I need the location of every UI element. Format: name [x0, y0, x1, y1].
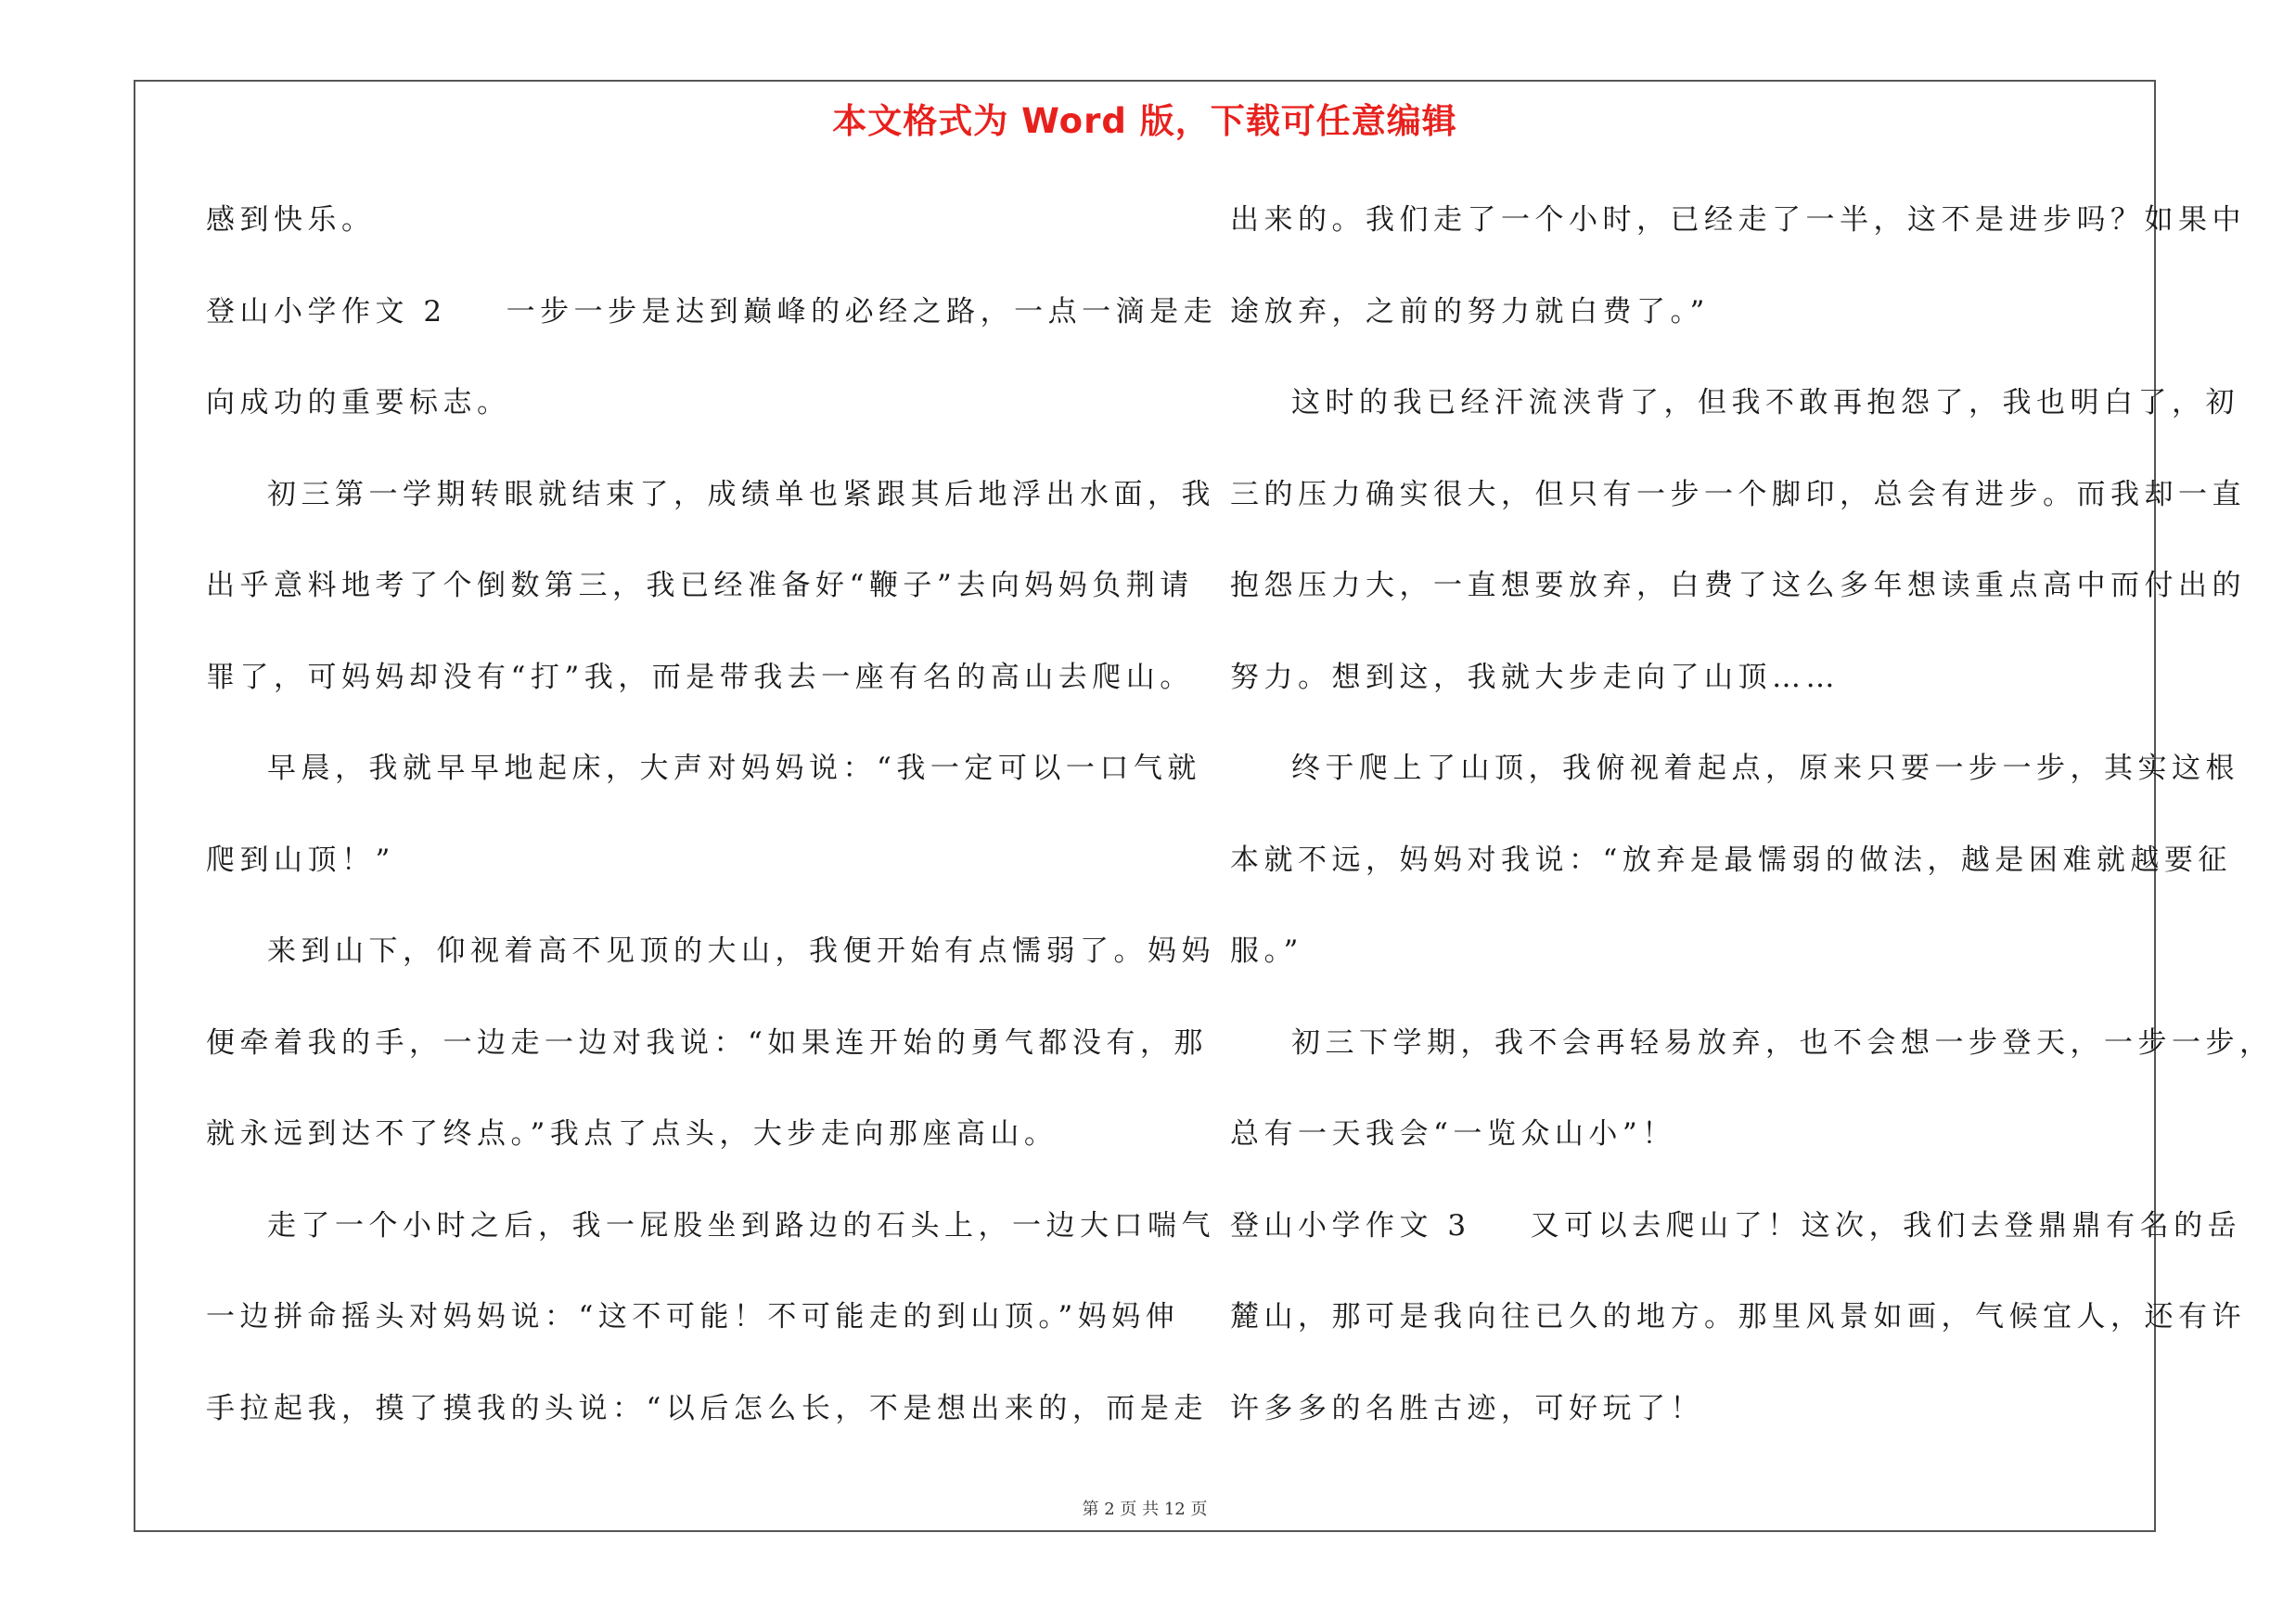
- page-number-footer: 第 2 页 共 12 页: [1082, 1500, 1208, 1519]
- text-line: 总有一天我会“一览众山小”！: [1230, 1117, 1676, 1151]
- right-column: [1230, 174, 2274, 1454]
- text-line: 服。”: [1230, 934, 1303, 968]
- text-line: 走了一个小时之后，我一屁股坐到路边的石头上，一边大口喘气: [267, 1208, 1215, 1243]
- text-line: 努力。想到这，我就大步走向了山顶……: [1230, 660, 1840, 694]
- text-line: 三的压力确实很大，但只有一步一个脚印，总会有进步。而我却一直: [1230, 477, 2246, 511]
- text-line: 一步一步是达到巅峰的必经之路，一点一滴是走: [506, 294, 1218, 328]
- text-line: 出乎意料地考了个倒数第三，我已经准备好“鞭子”去向妈妈负荆请: [206, 569, 1194, 602]
- text-line: 来到山下，仰视着高不见顶的大山，我便开始有点懦弱了。妈妈: [267, 934, 1215, 968]
- text-line: 又可以去爬山了！这次，我们去登鼎鼎有名的岳: [1530, 1208, 2242, 1243]
- text-line: 便牵着我的手，一边走一边对我说：“如果连开始的勇气都没有，那: [206, 1025, 1208, 1060]
- text-line: 爬到山顶！”: [206, 843, 395, 877]
- text-line: 就永远到达不了终点。”我点了点头，大步走向那座高山。: [206, 1117, 1058, 1151]
- page-frame: [134, 80, 2274, 1532]
- section-heading-line: [1230, 1180, 2242, 1272]
- text-line: 向成功的重要标志。: [206, 386, 511, 419]
- text-line: 感到快乐。: [206, 203, 376, 237]
- text-line: 终于爬上了山顶，我俯视着起点，原来只要一步一步，其实这根: [1291, 752, 2239, 785]
- text-line: 途放弃，之前的努力就白费了。”: [1230, 294, 1710, 328]
- page-header: 本文格式为 Word 版，下载可任意编辑: [832, 101, 1457, 141]
- text-line: 许多多的名胜古迹，可好玩了！: [1230, 1391, 1704, 1425]
- text-line: 麓山，那可是我向往已久的地方。那里风景如画，气候宜人，还有许: [1230, 1300, 2246, 1333]
- left-column: [206, 174, 1218, 1454]
- text-line: 一边拼命摇头对妈妈说：“这不可能！不可能走的到山顶。”妈妈伸: [206, 1300, 1180, 1333]
- section-title: 登山小学作文 3: [1230, 1208, 1471, 1243]
- text-line: 手拉起我，摸了摸我的头说：“以后怎么长，不是想出来的，而是走: [206, 1391, 1208, 1425]
- section-title: 登山小学作文 2: [206, 294, 447, 328]
- text-line: 早晨，我就早早地起床，大声对妈妈说：“我一定可以一口气就: [267, 752, 1201, 785]
- section-heading-line: [206, 266, 1218, 358]
- text-line: 这时的我已经汗流浃背了，但我不敢再抱怨了，我也明白了，初: [1291, 386, 2239, 419]
- text-line: 出来的。我们走了一个小时，已经走了一半，这不是进步吗？如果中: [1230, 203, 2246, 237]
- text-line: 本就不远，妈妈对我说：“放弃是最懦弱的做法，越是困难就越要征: [1230, 843, 2232, 877]
- text-line: 抱怨压力大，一直想要放弃，白费了这么多年想读重点高中而付出的: [1230, 569, 2246, 602]
- text-line: 罪了，可妈妈却没有“打”我，而是带我去一座有名的高山去爬山。: [206, 660, 1194, 694]
- text-line: 初三下学期，我不会再轻易放弃，也不会想一步登天，一步一步，: [1291, 1025, 2274, 1060]
- text-line: 初三第一学期转眼就结束了，成绩单也紧跟其后地浮出水面，我: [267, 477, 1215, 511]
